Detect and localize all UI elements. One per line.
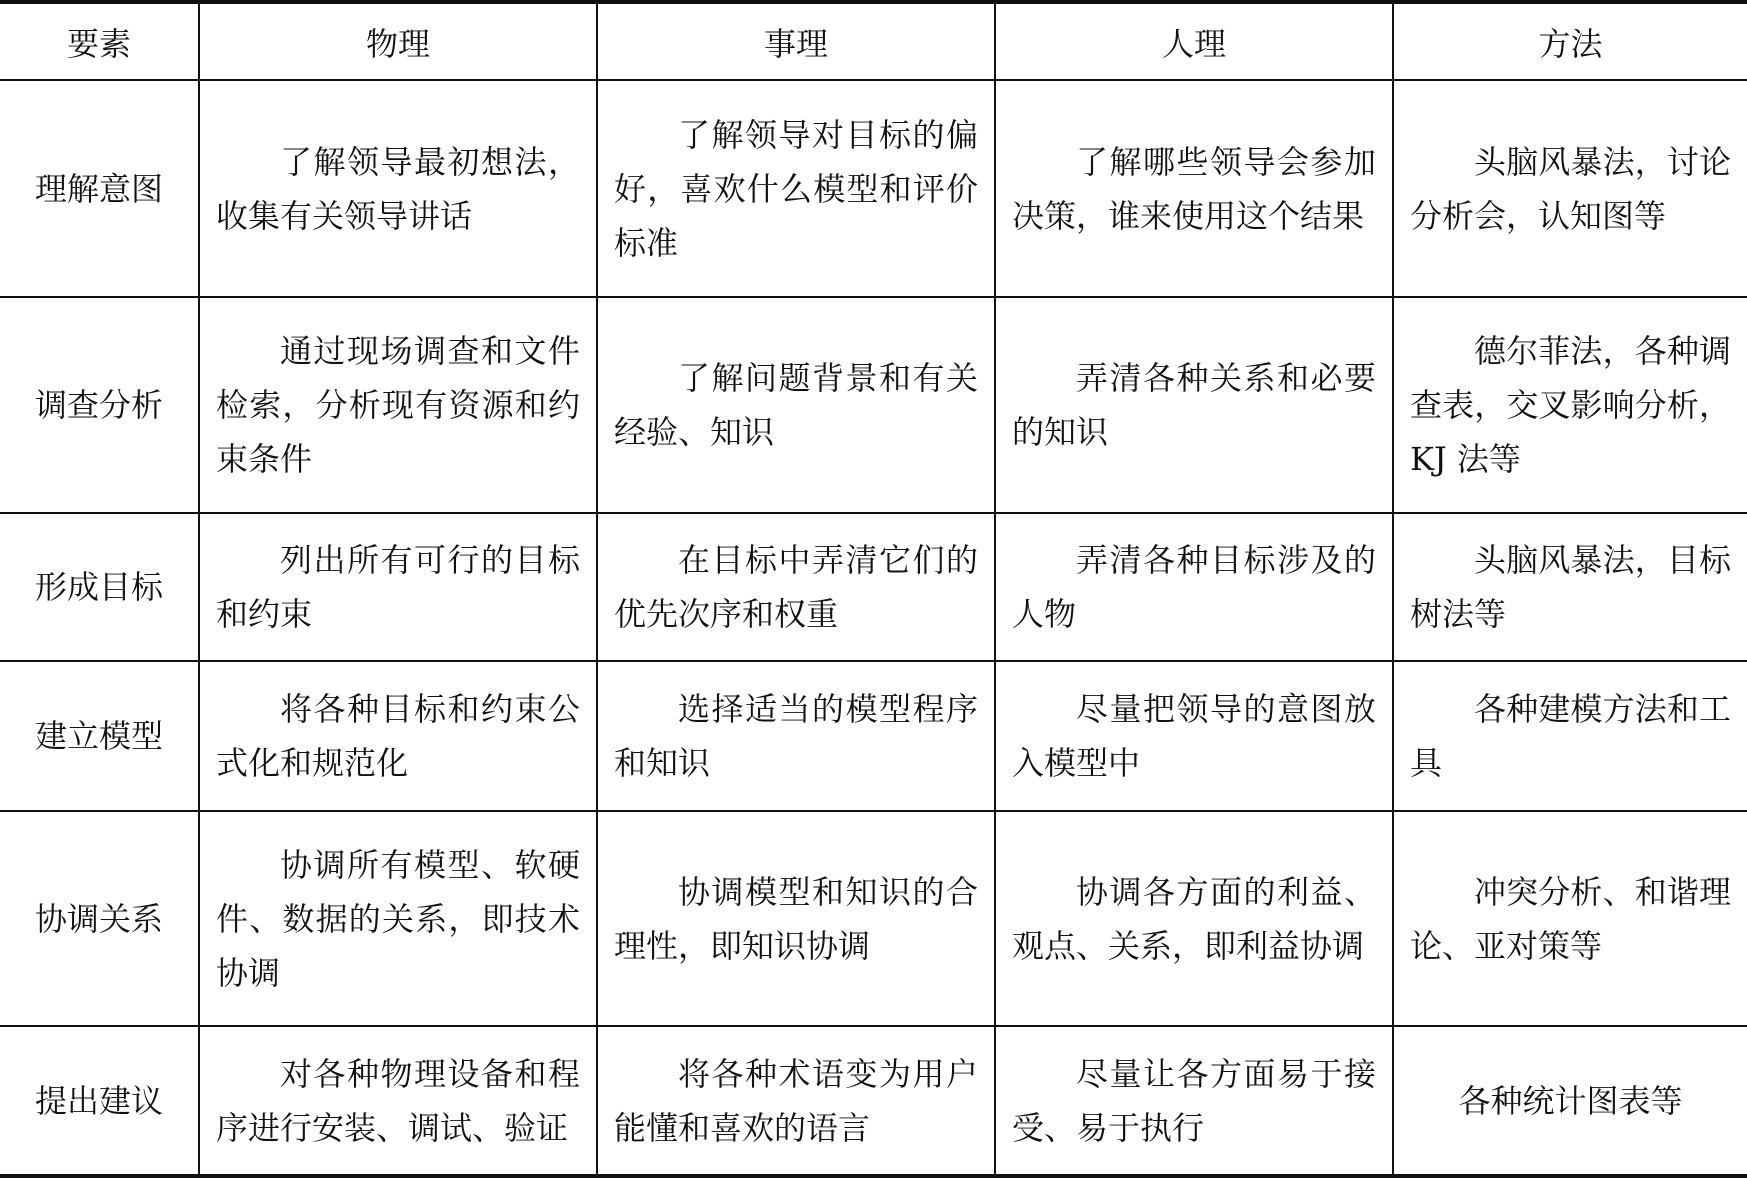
cell-text: 各种建模方法和工具 (1410, 690, 1731, 782)
cell-text: 通过现场调查和文件检索，分析现有资源和约束条件 (216, 332, 580, 478)
cell-text: 头脑风暴法，讨论分析会，认知图等 (1410, 142, 1731, 235)
cell-text: 弄清各种关系和必要的知识 (1012, 359, 1376, 451)
row-element-label: 协调关系 (0, 811, 199, 1026)
table-row (0, 811, 1747, 1026)
cell-renli (995, 811, 1393, 1026)
table-row (0, 661, 1747, 811)
cell-shili (597, 80, 995, 297)
cell-text: 协调所有模型、软硬件、数据的关系，即技术协调 (216, 845, 580, 992)
cell-text: 德尔菲法，各种调查表，交叉影响分析，KJ 法等 (1410, 332, 1731, 478)
cell-renli (995, 1026, 1393, 1176)
cell-method (1393, 297, 1747, 513)
cell-shili (597, 661, 995, 811)
cell-wuli (199, 811, 597, 1026)
header-element: 要素 (0, 2, 199, 80)
cell-shili (597, 513, 995, 661)
table-row (0, 297, 1747, 513)
cell-renli (995, 80, 1393, 297)
cell-text: 对各种物理设备和程序进行安装、调试、验证 (216, 1054, 580, 1147)
cell-wuli (199, 513, 597, 661)
cell-shili (597, 297, 995, 513)
cell-text: 冲突分析、和谐理论、亚对策等 (1410, 872, 1731, 965)
cell-text: 各种统计图表等 (1458, 1081, 1683, 1120)
cell-text: 了解问题背景和有关经验、知识 (614, 359, 978, 451)
cell-text: 头脑风暴法，目标树法等 (1410, 541, 1731, 633)
cell-text: 将各种目标和约束公式化和规范化 (216, 690, 580, 782)
cell-text: 了解领导最初想法，收集有关领导讲话 (216, 142, 580, 235)
cell-text: 在目标中弄清它们的优先次序和权重 (614, 541, 978, 633)
cell-text: 选择适当的模型程序和知识 (614, 690, 978, 782)
row-element-label: 理解意图 (0, 80, 199, 297)
cell-wuli (199, 1026, 597, 1176)
cell-text: 将各种术语变为用户能懂和喜欢的语言 (614, 1054, 978, 1147)
cell-renli (995, 297, 1393, 513)
header-shili: 事理 (597, 2, 995, 80)
header-method: 方法 (1393, 2, 1747, 80)
cell-renli (995, 661, 1393, 811)
cell-wuli (199, 80, 597, 297)
row-element-label: 调查分析 (0, 297, 199, 513)
table-header-row (0, 2, 1747, 80)
cell-renli (995, 513, 1393, 661)
cell-text: 协调模型和知识的合理性，即知识协调 (614, 872, 978, 965)
cell-wuli (199, 297, 597, 513)
cell-method (1393, 1026, 1747, 1176)
cell-text: 尽量让各方面易于接受、易于执行 (1012, 1054, 1376, 1147)
cell-shili (597, 1026, 995, 1176)
cell-method (1393, 811, 1747, 1026)
cell-method (1393, 513, 1747, 661)
table-row (0, 513, 1747, 661)
cell-text: 协调各方面的利益、观点、关系，即利益协调 (1012, 872, 1376, 965)
cell-text: 尽量把领导的意图放入模型中 (1012, 690, 1376, 782)
header-renli: 人理 (995, 2, 1393, 80)
table-row (0, 1026, 1747, 1176)
cell-text: 了解领导对目标的偏好，喜欢什么模型和评价标准 (614, 115, 978, 262)
row-element-label: 形成目标 (0, 513, 199, 661)
cell-wuli (199, 661, 597, 811)
row-element-label: 提出建议 (0, 1026, 199, 1176)
cell-text: 列出所有可行的目标和约束 (216, 541, 580, 633)
cell-method (1393, 661, 1747, 811)
cell-shili (597, 811, 995, 1026)
table-row (0, 80, 1747, 297)
cell-text: 弄清各种目标涉及的人物 (1012, 541, 1376, 633)
header-wuli: 物理 (199, 2, 597, 80)
cell-method (1393, 80, 1747, 297)
cell-text: 了解哪些领导会参加决策，谁来使用这个结果 (1012, 142, 1376, 235)
row-element-label: 建立模型 (0, 661, 199, 811)
